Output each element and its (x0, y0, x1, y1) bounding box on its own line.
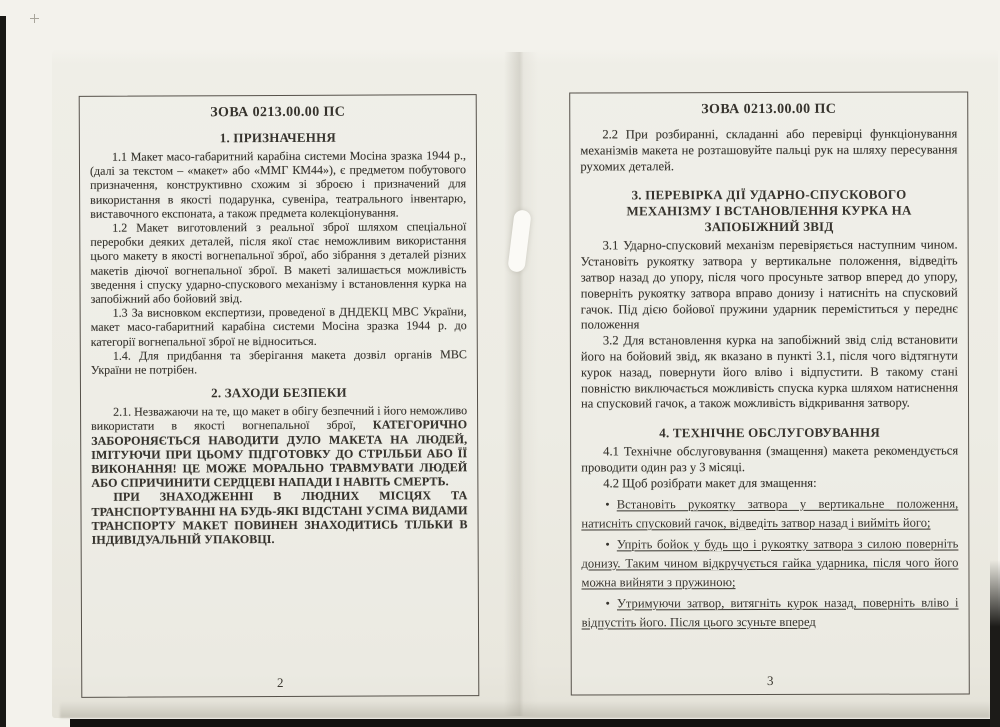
registration-cross-mark (30, 14, 39, 23)
disassembly-step-1: Встановіть рукоятку затвора у вертикальне положення, натисніть спусковий гачок, відведіть затвор назад і вийміть його; (581, 496, 959, 531)
scanner-edge-left (0, 16, 6, 727)
paragraph-3-1: 3.1 Ударно-спусковий механізм перевіряється наступним чином. Установіть рукоятку затвора у вертикальне положення, відведіть затвор назад до упору, після чого просуньте затвор вперед до упору, поверніть рукоятку затвора вправо донизу і натисніть на спусковий гачок. Під дією бойової пружини ударник переміститься у переднє положення (580, 237, 958, 332)
bullet-dot-icon: • (605, 496, 610, 511)
page-number-right: 3 (766, 672, 774, 689)
list-item (581, 494, 958, 533)
left-page (79, 94, 480, 698)
disassembly-steps-list (581, 494, 958, 632)
paragraph-2-1 (91, 403, 467, 490)
left-page-content (80, 95, 479, 697)
section-4-heading: 4. ТЕХНІЧНЕ ОБСЛУГОВУВАННЯ (659, 424, 880, 441)
section-3-heading: 3. ПЕРЕВІРКА ДІЇ УДАРНО-СПУСКОВОГО МЕХАНІЗМУ І ВСТАНОВЛЕННЯ КУРКА НА ЗАПОБІЖНИЙ ЗВІД (626, 187, 912, 235)
right-page-content (570, 92, 969, 694)
scanner-edge-right (990, 560, 1000, 727)
paragraph-2-2: 2.2 При розбиранні, складанні або перевірці функціонування механізмів макета не розташовуйте пальці рук на шляху пересування рухомих деталей. (580, 126, 958, 174)
disassembly-step-3: Утримуючи затвор, витягніть курок назад, поверніть вліво і відпустіть його. Після цього зсуньте вперед (581, 595, 959, 630)
paragraph-4-1: 4.1 Технічне обслуговування (змащення) макета рекомендується проводити один раз у 3 місяці. (581, 443, 959, 475)
paragraph-1-1: 1.1 Макет масо-габаритний карабіна системи Мосіна зразка 1944 р., (далі за текстом – «макет» або «ММГ КМ44»), є предметом побутового призначення, конструктивно схожим зі зброєю і призначений для використання в якості подарунка, сувеніра, театрального інвентарю, виставочного експоната, а також предмета колекціонування. (89, 148, 467, 221)
page-curl-shadow (60, 702, 990, 718)
doc-code-header-left: ЗОВА 0213.00.00 ПС (210, 104, 346, 121)
page-number-left: 2 (276, 674, 284, 691)
paragraph-2-1-normal: 2.1. Незважаючи на те, що макет в обігу безпечний і його неможливо використати в якості вогнепальної зброї, (91, 403, 468, 434)
scanner-edge-bottom (70, 719, 1000, 727)
paragraph-4-2: 4.2 Щоб розібрати макет для змащення: (603, 475, 817, 491)
bullet-dot-icon: • (605, 536, 610, 551)
disassembly-step-2: Упріть бойок у будь що і рукоятку затвора з силою поверніть донизу. Таким чином відкручується гайка ударника, після чого його можна вийняти з пружиною; (581, 536, 959, 590)
paragraph-3-2: 3.2 Для встановлення курка на запобіжний звід слід встановити його на бойовий звід, як вказано в пункті 3.1, після чого відтягнути курок назад, повернути його вліво і відпустити. В такому стані повністю виключається можливість спуска курка шляхом натиснення на спусковий гачок, а також можливість відкривання затвору. (580, 332, 959, 411)
bullet-dot-icon: • (605, 595, 610, 610)
paragraph-2-1-warning: КАТЕГОРИЧНО ЗАБОРОНЯЄТЬСЯ НАВОДИТИ ДУЛО МАКЕТА НА ЛЮДЕЙ, ІМІТУЮЧИ ПРИ ЦЬОМУ ПІДГОТОВКУ ДО СТРІЛЬБИ АБО ЇЇ ВИКОНАННЯ! ЦЕ МОЖЕ МОРАЛЬНО ТРАВМУВАТИ ЛЮДЕЙ АБО СПРИЧИНИТИ СЕРДЦЕВІ НАПАДИ І НАВІТЬ СМЕРТЬ. (91, 417, 468, 491)
paragraph-2-transport-warning: ПРИ ЗНАХОДЖЕННІ В ЛЮДНИХ МІСЦЯХ ТА ТРАНСПОРТУВАННІ НА БУДЬ-ЯКІ ВІДСТАНІ УСІМА ВИДАМИ ТРАНСПОРТУ МАКЕТ ПОВИНЕН ЗНАХОДИТИСЬ ТІЛЬКИ В ІНДИВІДУАЛЬНІЙ УПАКОВЦІ. (91, 488, 468, 547)
section-2-heading: 2. ЗАХОДИ БЕЗПЕКИ (211, 384, 347, 401)
paragraph-1-3: 1.3 За висновком експертизи, проведеної в ДНДЕКЦ МВС України, макет масо-габаритний карабіна системи Мосіна зразка 1944 р. до категорії вогнепальної зброї не відноситься. (90, 304, 467, 349)
center-fold-crease (504, 52, 538, 716)
section-1-heading: 1. ПРИЗНАЧЕННЯ (219, 129, 336, 146)
list-item (581, 534, 958, 592)
paragraph-1-2: 1.2 Макет виготовлений з реальної зброї шляхом спеціальної переробки деяких деталей, після якої стає неможливим використання цього макету в якості вогнепальної зброї, або зібрання з деталей різних макетів діючої вогнепальної зброї. В макеті залишається можливість зведення і спуску ударно-спускового механізму і встановлення курка на запобіжний або бойовий звід. (90, 219, 467, 306)
right-page (569, 91, 970, 695)
list-item (582, 593, 959, 632)
doc-code-header-right: ЗОВА 0213.00.00 ПС (701, 101, 837, 118)
paragraph-1-4: 1.4. Для придбання та зберігання макета дозвіл органів МВС України не потрібен. (90, 347, 467, 377)
